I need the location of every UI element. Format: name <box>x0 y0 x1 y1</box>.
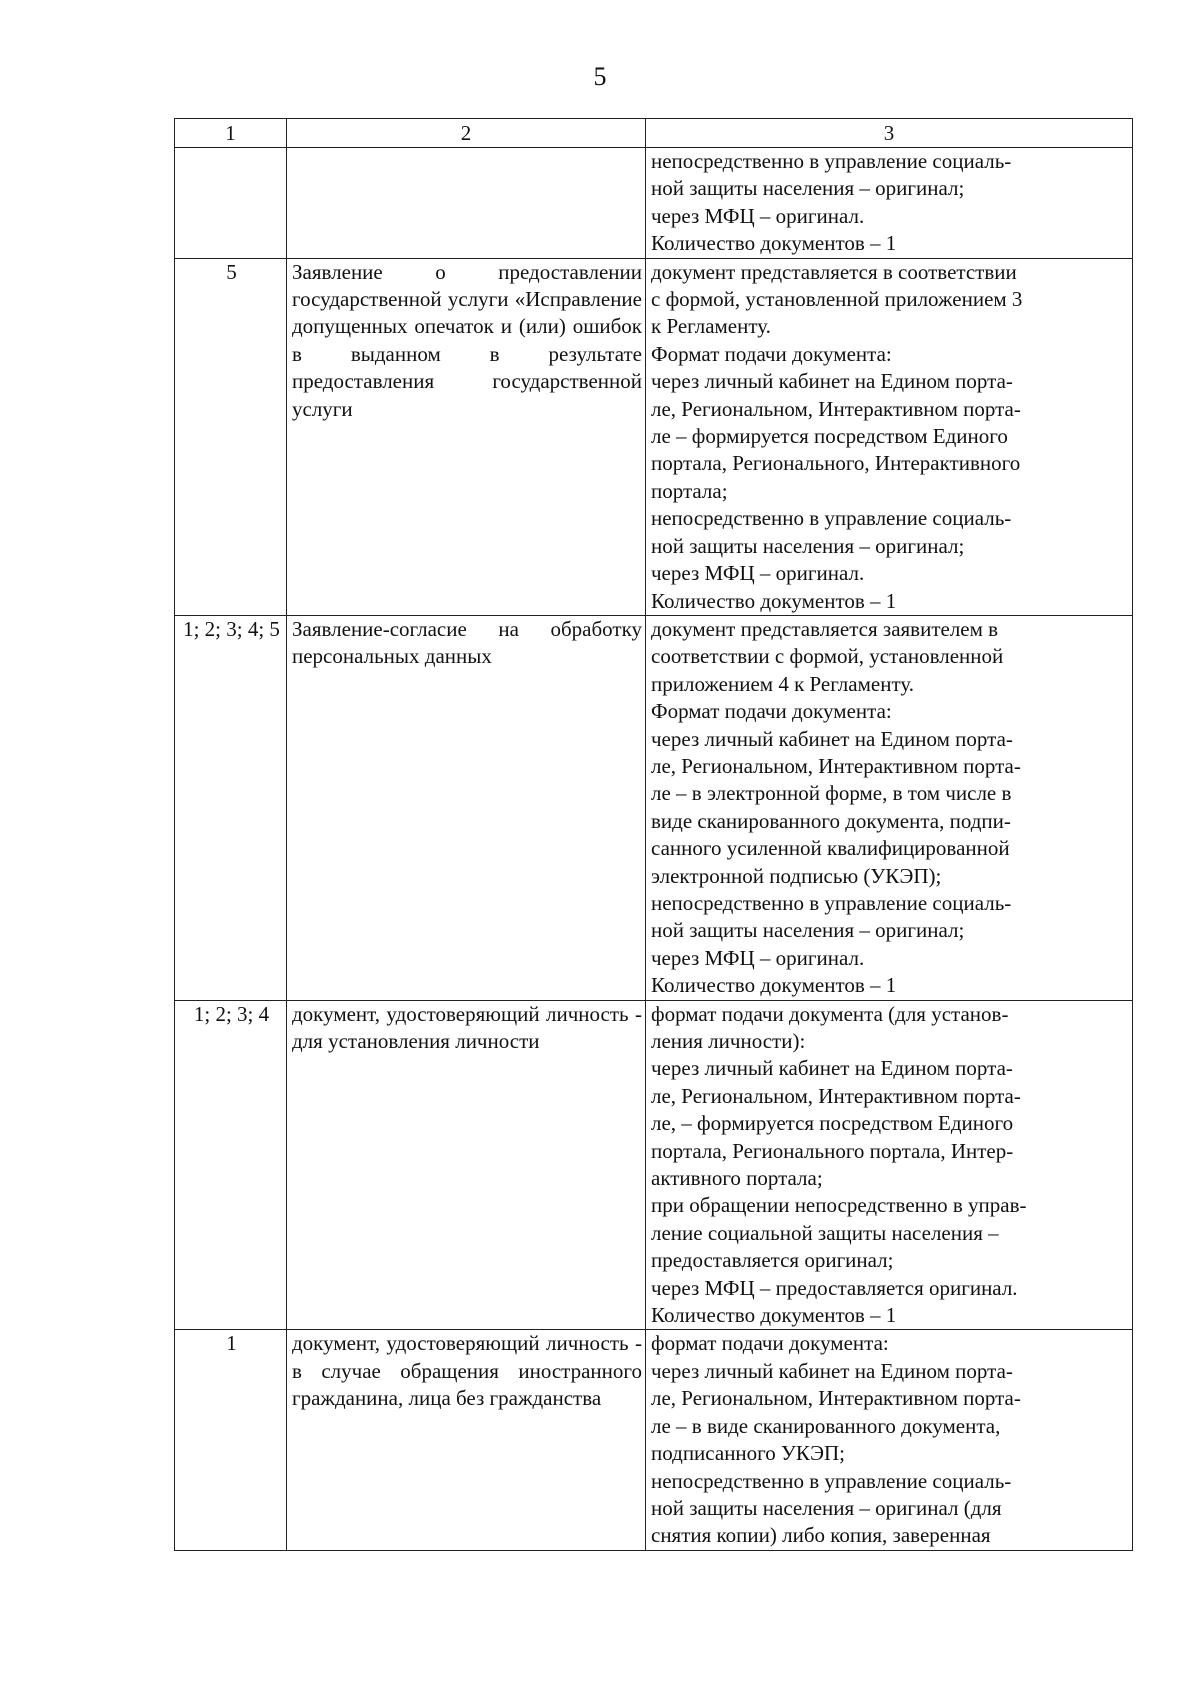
row-document-requirements <box>646 615 1133 1000</box>
requirement-line: непосредственно в управление социаль- <box>651 506 1012 531</box>
row-document-name <box>287 148 646 259</box>
requirement-line: подписанного УКЭП; <box>651 1441 846 1466</box>
row-document-requirements <box>646 148 1133 259</box>
row-document-name: Заявление о предоставлении государственной услуги «Исправление допущенных опечаток и (или) ошибок в выданном в результате предоставления государственной услуги <box>287 258 646 615</box>
row-document-name: документ, удостоверяющий личность - в случае обращения иностранного гражданина, лица без гражданства <box>287 1330 646 1550</box>
requirement-line: непосредственно в управление социаль- <box>651 1468 1012 1493</box>
requirement-line: ной защиты населения – оригинал (для <box>651 1495 1002 1520</box>
table-header-row <box>175 119 1133 148</box>
requirement-line: портала, Регионального портала, Интер- <box>651 1138 1014 1163</box>
row-document-requirements <box>646 1330 1133 1550</box>
requirement-line: активного портала; <box>651 1166 823 1191</box>
requirement-line: ления личности): <box>651 1029 806 1053</box>
requirement-line: портала; <box>651 478 728 503</box>
requirement-line: непосредственно в управление социаль- <box>651 890 1012 915</box>
requirement-line: к Регламенту. <box>651 314 771 339</box>
requirement-line: санного усиленной квалифицированной <box>651 836 1010 861</box>
row-document-requirements <box>646 1000 1133 1330</box>
requirement-line: документ представляется в соответствии <box>651 259 1017 284</box>
row-applicant-categories <box>175 148 287 259</box>
row-document-name: документ, удостоверяющий личность - для установления личности <box>287 1000 646 1330</box>
requirement-line: ле – формируется посредством Единого <box>651 424 1008 449</box>
requirement-line: снятия копии) либо копия, заверенная <box>651 1523 991 1548</box>
row-applicant-categories: 5 <box>175 258 287 615</box>
requirement-line: Формат подачи документа: <box>651 699 892 724</box>
requirement-line: с формой, установленной приложением 3 <box>651 287 1023 312</box>
row-applicant-categories: 1; 2; 3; 4; 5 <box>175 615 287 1000</box>
requirement-line: Количество документов – 1 <box>651 588 897 613</box>
requirement-line: через личный кабинет на Едином порта- <box>651 1056 1013 1081</box>
requirement-line: при обращении непосредственно в управ- <box>651 1193 1027 1218</box>
requirement-line: ле, Региональном, Интерактивном порта- <box>651 1083 1021 1108</box>
table-body <box>175 148 1133 1551</box>
requirement-line: Количество документов – 1 <box>651 1303 897 1328</box>
table-row <box>175 615 1133 1000</box>
requirement-line: ной защиты населения – оригинал; <box>651 533 965 558</box>
requirement-line: ле – в электронной форме, в том числе в <box>651 781 1012 806</box>
documents-table <box>174 118 1133 1551</box>
requirement-line: виде сканированного документа, подпи- <box>651 808 1011 833</box>
row-document-requirements <box>646 258 1133 615</box>
requirement-line: формат подачи документа (для установ- <box>651 1001 1009 1026</box>
requirement-line: через МФЦ – оригинал. <box>651 561 865 586</box>
row-applicant-categories: 1; 2; 3; 4 <box>175 1000 287 1330</box>
requirement-line: ле – в виде сканированного документа, <box>651 1413 1001 1438</box>
requirement-line: ление социальной защиты населения – <box>651 1220 999 1245</box>
requirement-line: Количество документов – 1 <box>651 973 897 998</box>
requirement-line: ной защиты населения – оригинал; <box>651 176 965 201</box>
requirement-line: ле, – формируется посредством Единого <box>651 1111 1014 1136</box>
requirement-line: предоставляется оригинал; <box>651 1248 894 1273</box>
requirement-line: через личный кабинет на Едином порта- <box>651 726 1013 751</box>
requirement-line: через МФЦ – оригинал. <box>651 203 865 228</box>
table-row <box>175 258 1133 615</box>
requirement-line: формат подачи документа: <box>651 1331 889 1356</box>
requirement-line: приложением 4 к Регламенту. <box>651 671 914 696</box>
row-document-name: Заявление-согласие на обработку персональных данных <box>287 615 646 1000</box>
column-header: 1 <box>175 119 287 148</box>
requirement-line: ной защиты населения – оригинал; <box>651 918 965 943</box>
requirement-line: электронной подписью (УКЭП); <box>651 863 942 888</box>
requirement-line: через личный кабинет на Едином порта- <box>651 1358 1013 1383</box>
column-header: 3 <box>646 119 1133 148</box>
requirement-line: через МФЦ – предоставляется оригинал. <box>651 1275 1018 1300</box>
requirement-line: портала, Регионального, Интерактивного <box>651 451 1021 476</box>
page-number: 5 <box>593 62 607 91</box>
requirement-line: через МФЦ – оригинал. <box>651 945 865 970</box>
table-row <box>175 1000 1133 1330</box>
requirement-line: Количество документов – 1 <box>651 231 897 256</box>
requirement-line: ле, Региональном, Интерактивном порта- <box>651 1386 1021 1411</box>
requirement-line: ле, Региональном, Интерактивном порта- <box>651 753 1021 778</box>
column-header: 2 <box>287 119 646 148</box>
row-applicant-categories: 1 <box>175 1330 287 1550</box>
requirement-line: непосредственно в управление социаль- <box>651 149 1012 173</box>
requirement-line: Формат подачи документа: <box>651 341 892 366</box>
table-row <box>175 148 1133 259</box>
requirement-line: соответствии с формой, установленной <box>651 644 1004 669</box>
requirement-line: через личный кабинет на Едином порта- <box>651 369 1013 394</box>
requirement-line: ле, Региональном, Интерактивном порта- <box>651 396 1021 421</box>
requirement-line: документ представляется заявителем в <box>651 616 999 641</box>
table-row <box>175 1330 1133 1550</box>
